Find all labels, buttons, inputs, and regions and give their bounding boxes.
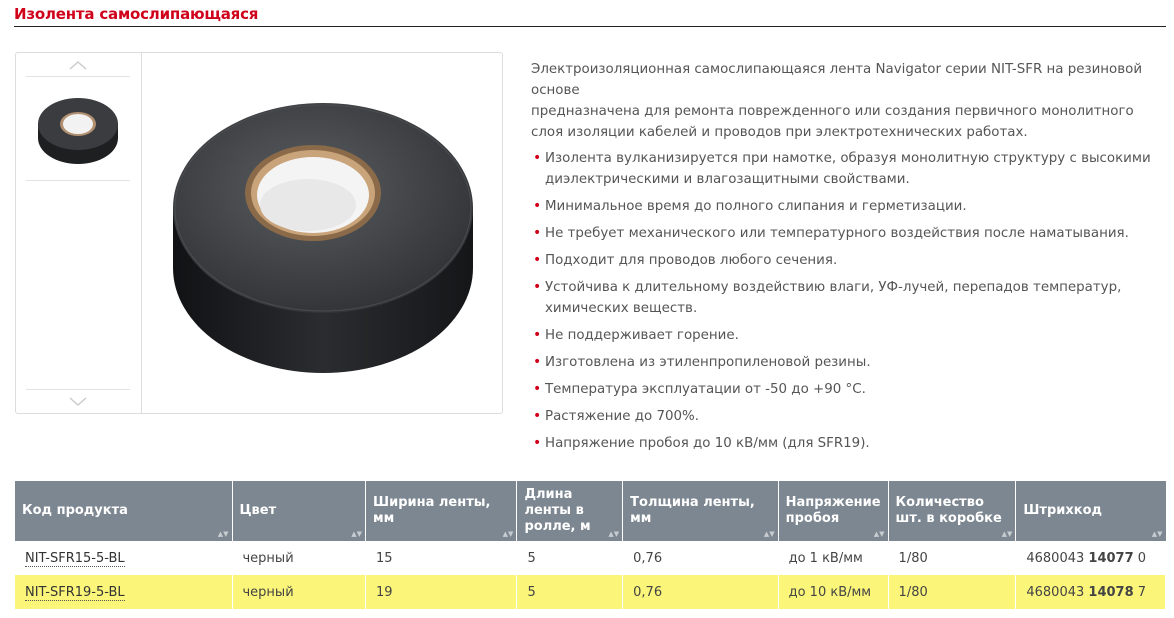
cell-color: черный <box>232 541 366 575</box>
product-code-link[interactable]: NIT-SFR19-5-BL <box>25 584 125 600</box>
bullet-icon: • <box>533 354 542 370</box>
cell-qty: 1/80 <box>888 541 1016 575</box>
bullet-icon: • <box>533 381 542 397</box>
bullet-icon: • <box>533 435 542 451</box>
description-intro-1: Электроизоляционная самослипающаяся лента Navigator серии NIT-SFR на резиновой основе <box>531 62 1143 98</box>
sort-icon[interactable]: ▲▼ <box>1151 530 1163 538</box>
table-row <box>15 575 1166 609</box>
feature-item: • Растяжение до 700%. <box>531 406 1151 427</box>
cell-length: 5 <box>517 541 623 575</box>
main-product-image[interactable] <box>143 53 503 413</box>
cell-voltage: до 1 кВ/мм <box>778 541 888 575</box>
table-header-row <box>15 481 1166 541</box>
feature-list <box>531 148 1151 454</box>
column-header-qty[interactable]: Количество шт. в коробке ▲▼ <box>888 481 1016 541</box>
product-table <box>15 481 1166 609</box>
feature-item: • Напряжение пробоя до 10 кВ/мм (для SFR19). <box>531 433 1151 454</box>
sort-icon[interactable]: ▲▼ <box>351 530 363 538</box>
column-header-color[interactable]: Цвет ▲▼ <box>232 481 366 541</box>
column-header-length[interactable]: Длина ленты в ролле, м ▲▼ <box>517 481 623 541</box>
feature-item: • Не требует механического или температурного воздействия после наматывания. <box>531 223 1151 244</box>
thumbnail-strip <box>16 53 142 413</box>
description-intro-2: предназначена для ремонта поврежденного или создания первичного монолитного слоя изоляции кабелей и проводов при электротехнических работах. <box>531 104 1134 140</box>
sort-icon[interactable]: ▲▼ <box>502 530 514 538</box>
cell-length: 5 <box>517 575 623 609</box>
bullet-icon: • <box>533 327 542 343</box>
column-header-voltage[interactable]: Напряжение пробоя ▲▼ <box>778 481 888 541</box>
cell-qty: 1/80 <box>888 575 1016 609</box>
cell-barcode: 4680043 14078 7 <box>1016 575 1166 609</box>
product-code-link[interactable]: NIT-SFR15-5-BL <box>25 550 125 566</box>
cell-width: 19 <box>366 575 517 609</box>
feature-item: • Не поддерживает горение. <box>531 325 1151 346</box>
product-gallery <box>15 52 503 414</box>
feature-item: • Устойчива к длительному воздействию влаги, УФ-лучей, перепадов температур, химических веществ. <box>533 279 1122 316</box>
column-header-thickness[interactable]: Толщина ленты, мм ▲▼ <box>623 481 778 541</box>
column-header-barcode[interactable]: Штрихкод ▲▼ <box>1016 481 1166 541</box>
bullet-icon: • <box>533 252 542 268</box>
cell-thickness: 0,76 <box>623 541 778 575</box>
feature-item: • Изолента вулканизируется при намотке, образуя монолитную структуру с высокими диэлектрическими и влагозащитными свойствами. <box>533 150 1151 187</box>
feature-item: • Подходит для проводов любого сечения. <box>531 250 1151 271</box>
sort-icon[interactable]: ▲▼ <box>1001 530 1013 538</box>
cell-width: 15 <box>366 541 517 575</box>
thumb-next-button[interactable] <box>26 389 130 413</box>
sort-icon[interactable]: ▲▼ <box>873 530 885 538</box>
feature-item: • Температура эксплуатации от -50 до +90 °С. <box>531 379 1151 400</box>
column-header-width[interactable]: Ширина ленты, мм ▲▼ <box>366 481 517 541</box>
bullet-icon: • <box>533 279 542 295</box>
chevron-up-icon <box>68 60 88 70</box>
tape-roll-image <box>158 83 488 383</box>
sort-icon[interactable]: ▲▼ <box>217 530 229 538</box>
cell-barcode: 4680043 14077 0 <box>1016 541 1166 575</box>
bullet-icon: • <box>533 408 542 424</box>
column-header-code[interactable]: Код продукта ▲▼ <box>15 481 232 541</box>
sort-icon[interactable]: ▲▼ <box>763 530 775 538</box>
bullet-icon: • <box>533 225 542 241</box>
feature-item: • Изготовлена из этиленпропиленовой резины. <box>531 352 1151 373</box>
feature-item: • Минимальное время до полного слипания и герметизации. <box>531 196 1151 217</box>
product-description <box>531 59 1151 460</box>
cell-code <box>15 541 232 575</box>
bullet-icon: • <box>533 198 542 214</box>
sort-icon[interactable]: ▲▼ <box>608 530 620 538</box>
chevron-down-icon <box>68 397 88 407</box>
cell-color: черный <box>232 575 366 609</box>
table-row <box>15 541 1166 575</box>
thumb-prev-button[interactable] <box>26 53 130 77</box>
tape-roll-thumbnail <box>33 94 123 166</box>
cell-thickness: 0,76 <box>623 575 778 609</box>
bullet-icon: • <box>533 150 542 166</box>
page-title: Изолента самослипающаяся <box>14 5 259 23</box>
thumbnail-item[interactable] <box>26 79 130 181</box>
cell-voltage: до 10 кВ/мм <box>778 575 888 609</box>
cell-code <box>15 575 232 609</box>
title-divider <box>14 26 1166 27</box>
